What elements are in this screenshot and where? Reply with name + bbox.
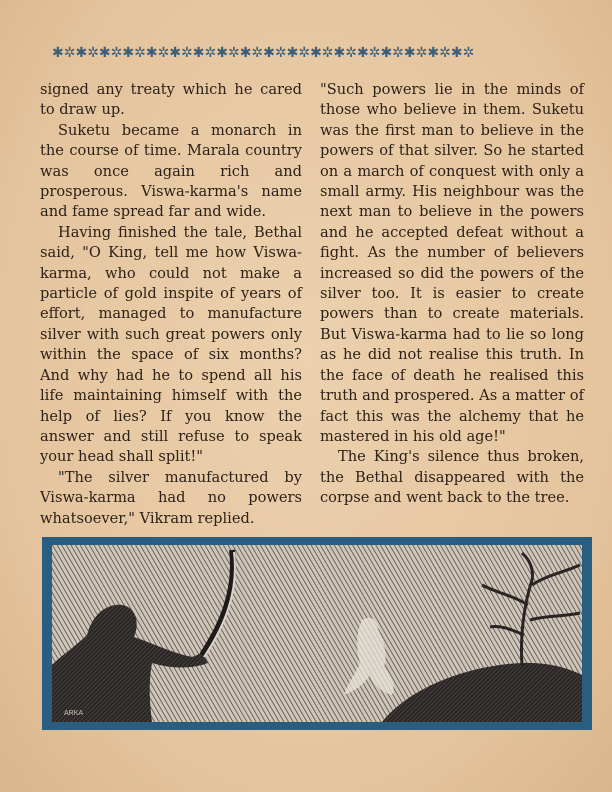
right-text-column <box>320 80 584 509</box>
illustration-drawing <box>52 545 582 722</box>
paragraph: "The silver manufactured by Viswa-karma had no powers whatsoever," Vikram replied. <box>40 468 302 527</box>
paragraph: "Such powers lie in the minds of those who believe in them. Suketu was the first man to believe in the powers of that silver. So he started on a march of conquest with only a small army. His neighbour was the next man to believe in the powers and he accepted defeat without a fight. As the number of believers increased so did the powers of the silver too. It is easier to create powers than to create materials. But Viswa-karma had to lie so long as he did not realise this truth. In the face of death he realised this truth and prospered. As a matter of fact this was the alchemy that he mastered in his old age!" <box>320 81 584 445</box>
artist-signature: ARKA <box>64 710 84 717</box>
paragraph: Suketu became a monarch in the course of time. Marala country was once again rich and prosperous. Viswa-karma's name and fame spread far and wide. <box>40 121 302 221</box>
paragraph: Having finished the tale, Bethal said, "O King, tell me how Viswa-karma, who could not make a particle of gold inspite of years of effort, managed to manufacture silver with such great powers only within the space of six months? And why had he to spend all his life maintaining himself with the help of lies? If you know the answer and still refuse to speak your head shall split!" <box>40 223 302 466</box>
illustration-panel <box>42 537 592 730</box>
paragraph: signed any treaty which he cared to draw up. <box>40 81 302 119</box>
decorative-border: ✱✲✱✲✱✲✱✲✱✲✱✲✱✲✱✲✱✲✱✲✱✲✱✲✱✲✱✲✱✲✱✲✱✲✱✲ <box>52 45 475 61</box>
left-text-column <box>40 80 302 529</box>
paragraph: The King's silence thus broken, the Bethal disappeared with the corpse and went back to the tree. <box>320 448 584 507</box>
